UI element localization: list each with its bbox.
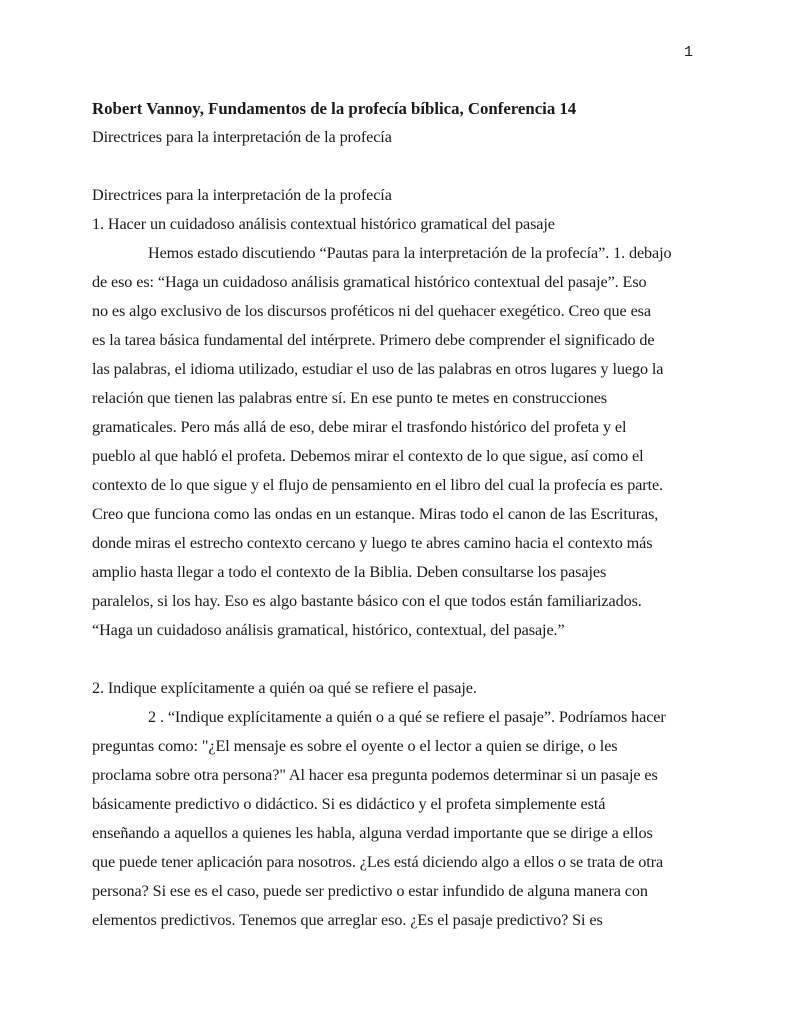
paragraph-1-line: paralelos, si los hay. Eso es algo bastante básico con el que todos están familiarizados. [92, 592, 642, 610]
paragraph-2-line: 2 . “Indique explícitamente a quién o a qué se refiere el pasaje”. Podríamos hacer [148, 708, 666, 726]
spacer [92, 645, 752, 674]
document-title: Robert Vannoy, Fundamentos de la profecía bíblica, Conferencia 14 [92, 99, 577, 118]
paragraph-1-line: Creo que funciona como las ondas en un estanque. Miras todo el canon de las Escrituras, [92, 505, 659, 523]
heading-2: 2. Indique explícitamente a quién oa qué se refiere el pasaje. [92, 679, 477, 697]
paragraph-2-line: básicamente predictivo o didáctico. Si es didáctico y el profeta simplemente está [92, 795, 606, 813]
paragraph-2-line: que puede tener aplicación para nosotros. ¿Les está diciendo algo a ellos o se trata de otra [92, 853, 664, 871]
paragraph-1-line: es la tarea básica fundamental del intérprete. Primero debe comprender el significado de [92, 331, 655, 349]
paragraph-1-line: donde miras el estrecho contexto cercano y luego te abres camino hacia el contexto más [92, 534, 653, 552]
document-subtitle: Directrices para la interpretación de la profecía [92, 128, 392, 146]
paragraph-1-line: “Haga un cuidadoso análisis gramatical, histórico, contextual, del pasaje.” [92, 621, 565, 639]
paragraph-1-line: pueblo al que habló el profeta. Debemos mirar el contexto de lo que sigue, así como el [92, 447, 644, 465]
paragraph-1-line: contexto de lo que sigue y el flujo de pensamiento en el libro del cual la profecía es parte. [92, 476, 663, 494]
paragraph-2-line: proclama sobre otra persona?" Al hacer esa pregunta podemos determinar si un pasaje es [92, 766, 658, 784]
paragraph-2-line: enseñando a aquellos a quienes les habla, alguna verdad importante que se dirige a ellos [92, 824, 653, 842]
paragraph-1-line: no es algo exclusivo de los discursos proféticos ni del quehacer exegético. Creo que esa [92, 302, 651, 320]
paragraph-1-line: las palabras, el idioma utilizado, estudiar el uso de las palabras en otros lugares y luego la [92, 360, 664, 378]
section-heading: Directrices para la interpretación de la profecía [92, 186, 392, 204]
paragraph-1-line: gramaticales. Pero más allá de eso, debe mirar el trasfondo histórico del profeta y el [92, 418, 627, 436]
paragraph-1-line: relación que tienen las palabras entre sí. En ese punto te metes en construcciones [92, 389, 608, 407]
paragraph-1-line: amplio hasta llegar a todo el contexto de la Biblia. Deben consultarse los pasajes [92, 563, 607, 581]
document-body [92, 94, 752, 935]
page-number: 1 [684, 44, 694, 61]
paragraph-2-line: preguntas como: "¿El mensaje es sobre el oyente o el lector a quien se dirige, o les [92, 737, 618, 755]
paragraph-2-line: elementos predictivos. Tenemos que arreglar eso. ¿Es el pasaje predictivo? Si es [92, 911, 603, 929]
paragraph-2-line: persona? Si ese es el caso, puede ser predictivo o estar infundido de alguna manera con [92, 882, 648, 900]
paragraph-1-line: de eso es: “Haga un cuidadoso análisis gramatical histórico contextual del pasaje”. Eso [92, 273, 647, 291]
heading-1: 1. Hacer un cuidadoso análisis contextual histórico gramatical del pasaje [92, 215, 555, 233]
paragraph-1-line: Hemos estado discutiendo “Pautas para la interpretación de la profecía”. 1. debajo [148, 244, 672, 262]
spacer [92, 152, 752, 181]
